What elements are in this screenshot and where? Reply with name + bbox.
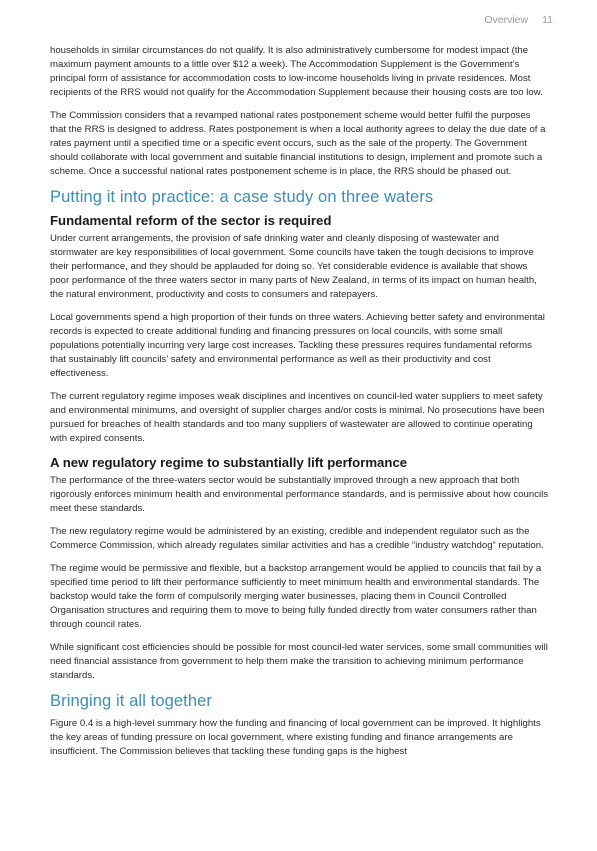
- paragraph: Under current arrangements, the provision of safe drinking water and cleanly disposing of wastewater and stormwater are key responsibilities of local government. Some councils have taken the tough decisions to improve their performance, and they should be applauded for doing so. Yet considerable evidence is available that shows poor performance of the three waters sector in many parts of New Zealand, in terms of its impact on human health, the natural environment, productivity and costs to consumers and ratepayers.: [50, 233, 537, 300]
- page-body: [50, 44, 549, 768]
- header-section-label: Overview: [484, 14, 529, 26]
- page-number: 11: [542, 14, 553, 26]
- paragraph: households in similar circumstances do not qualify. It is also administratively cumbersome for modest impact (the maximum payment amounts to a little over $12 a week). The Accommodation Supplement is the Government’s principal form of assistance for accommodation costs to low-income households living in private residences. Most recipients of the RRS would not qualify for the Accommodation Supplement because their housing costs are too low.: [50, 45, 543, 98]
- running-header: [484, 14, 553, 26]
- section-heading: Bringing it all together: [50, 692, 212, 710]
- paragraph: Figure 0.4 is a high-level summary how the funding and financing of local government can be improved. It highlights the key areas of funding pressure on local government, where existing funding and finance arrangements are insufficient. The Commission believes that tackling these funding gaps is the highest: [50, 718, 541, 757]
- subsection-heading: A new regulatory regime to substantially lift performance: [50, 455, 408, 470]
- subsection-heading: Fundamental reform of the sector is required: [50, 213, 332, 228]
- paragraph: While significant cost efficiencies should be possible for most council-led water services, some small communities will need financial assistance from government to help them make the transition to achieving minimum performance standards.: [50, 642, 548, 681]
- paragraph: The Commission considers that a revamped national rates postponement scheme would better fulfil the purposes that the RRS is designed to address. Rates postponement is when a local authority agrees to delay the due date of a rates payment until a specified time or a specific event occurs, such as the sale of the property. The Government should collaborate with local government and suitable financial institutions to design, implement and promote such a scheme. Once a successful national rates postponement scheme is in place, the RRS should be phased out.: [50, 110, 546, 177]
- paragraph: The performance of the three-waters sector would be substantially improved through a new approach that both rigorously enforces minimum health and environmental performance standards, and is permissive about how councils meet these standards.: [50, 475, 549, 514]
- paragraph: The new regulatory regime would be administered by an existing, credible and independent regulator such as the Commerce Commission, which already regulates similar activities and has a credible “industry watchdog” reputation.: [50, 526, 544, 551]
- paragraph: The current regulatory regime imposes weak disciplines and incentives on council-led water suppliers to meet safety and environmental minimums, and oversight of supplier charges and/or costs is minimal. No prosecutions have been pursued for breaches of health standards and too many suppliers of wastewater are allowed to continue operating with expired consents.: [50, 391, 545, 444]
- paragraph: Local governments spend a high proportion of their funds on three waters. Achieving better safety and environmental records is expected to create additional funding and financing pressures on local councils, with some small populations potentially incurring very large cost increases. Tackling these pressures requires fundamental reforms that sustainably lift councils’ safety and environmental performance as well as their productivity and cost effectiveness.: [50, 312, 545, 379]
- paragraph: The regime would be permissive and flexible, but a backstop arrangement would be applied to councils that fail by a specified time period to lift their performance sufficiently to meet minimum health and environmental standards. The backstop would take the form of compulsorily merging water businesses, placing them in Council Controlled Organisation structures and requiring them to move to being fully funded directly from water consumers rather than through council rates.: [50, 563, 542, 630]
- section-heading: Putting it into practice: a case study on three waters: [50, 188, 434, 206]
